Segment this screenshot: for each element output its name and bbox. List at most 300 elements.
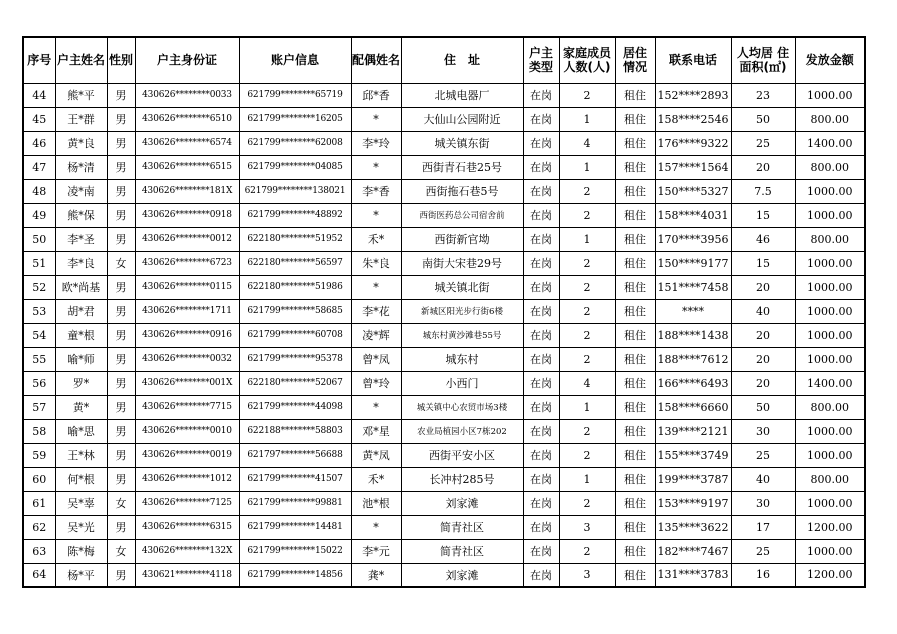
cell-account: 621799********16205: [239, 107, 351, 131]
table-row: [23, 323, 865, 347]
cell-account: 621799********138021: [239, 179, 351, 203]
cell-area: 30: [731, 419, 795, 443]
cell-spouse: 李*花: [351, 299, 401, 323]
cell-residence: 租住: [615, 539, 655, 563]
cell-amount: 800.00: [795, 107, 865, 131]
cell-account: 621799********44098: [239, 395, 351, 419]
cell-members: 3: [559, 515, 615, 539]
cell-phone: 158****6660: [655, 395, 731, 419]
cell-area: 15: [731, 203, 795, 227]
cell-idcard: 430626********0032: [135, 347, 239, 371]
cell-address: 南街大宋巷29号: [401, 251, 523, 275]
cell-area: 15: [731, 251, 795, 275]
cell-name: 李*良: [55, 251, 107, 275]
header-members: 家庭成员人数(人): [559, 37, 615, 83]
cell-idcard: 430626********0019: [135, 443, 239, 467]
cell-name: 王*群: [55, 107, 107, 131]
cell-phone: 150****5327: [655, 179, 731, 203]
cell-amount: 1200.00: [795, 515, 865, 539]
cell-address: 北城电器厂: [401, 83, 523, 107]
cell-phone: 135****3622: [655, 515, 731, 539]
cell-type: 在岗: [523, 371, 559, 395]
cell-residence: 租住: [615, 203, 655, 227]
cell-spouse: 凌*辉: [351, 323, 401, 347]
cell-area: 30: [731, 491, 795, 515]
cell-address: 西街医药总公司宿舍前: [401, 203, 523, 227]
cell-type: 在岗: [523, 491, 559, 515]
cell-name: 杨*平: [55, 563, 107, 587]
cell-address: 城东村黄沙滩巷55号: [401, 323, 523, 347]
cell-seq: 64: [23, 563, 55, 587]
cell-residence: 租住: [615, 275, 655, 299]
cell-gender: 男: [107, 299, 135, 323]
cell-residence: 租住: [615, 155, 655, 179]
table-row: [23, 179, 865, 203]
cell-seq: 55: [23, 347, 55, 371]
cell-gender: 男: [107, 323, 135, 347]
cell-gender: 女: [107, 491, 135, 515]
cell-residence: 租住: [615, 227, 655, 251]
cell-address: 新城区阳光步行街6楼: [401, 299, 523, 323]
table-row: [23, 371, 865, 395]
cell-seq: 58: [23, 419, 55, 443]
table-row: [23, 395, 865, 419]
cell-amount: 1000.00: [795, 539, 865, 563]
cell-residence: 租住: [615, 515, 655, 539]
cell-type: 在岗: [523, 299, 559, 323]
cell-account: 622188********58803: [239, 419, 351, 443]
cell-phone: 182****7467: [655, 539, 731, 563]
cell-name: 童*根: [55, 323, 107, 347]
cell-type: 在岗: [523, 515, 559, 539]
header-name: 户主姓名: [55, 37, 107, 83]
cell-amount: 1000.00: [795, 347, 865, 371]
table-row: [23, 251, 865, 275]
cell-area: 40: [731, 467, 795, 491]
cell-type: 在岗: [523, 443, 559, 467]
table-row: [23, 443, 865, 467]
cell-amount: 800.00: [795, 467, 865, 491]
cell-seq: 60: [23, 467, 55, 491]
table-row: [23, 491, 865, 515]
header-gender: 性别: [107, 37, 135, 83]
cell-account: 621799********15022: [239, 539, 351, 563]
cell-amount: 1000.00: [795, 443, 865, 467]
cell-spouse: *: [351, 515, 401, 539]
cell-account: 621799********95378: [239, 347, 351, 371]
cell-seq: 51: [23, 251, 55, 275]
cell-seq: 50: [23, 227, 55, 251]
cell-gender: 男: [107, 563, 135, 587]
cell-phone: 155****3749: [655, 443, 731, 467]
cell-area: 25: [731, 443, 795, 467]
cell-idcard: 430626********0010: [135, 419, 239, 443]
table-row: [23, 83, 865, 107]
cell-address: 刘家滩: [401, 491, 523, 515]
cell-members: 2: [559, 347, 615, 371]
cell-gender: 男: [107, 83, 135, 107]
cell-type: 在岗: [523, 107, 559, 131]
cell-idcard: 430626********6510: [135, 107, 239, 131]
cell-seq: 48: [23, 179, 55, 203]
cell-gender: 男: [107, 371, 135, 395]
cell-type: 在岗: [523, 179, 559, 203]
cell-name: 罗*: [55, 371, 107, 395]
header-row: [23, 37, 865, 83]
table-row: [23, 107, 865, 131]
cell-amount: 800.00: [795, 227, 865, 251]
cell-amount: 1000.00: [795, 419, 865, 443]
cell-members: 1: [559, 395, 615, 419]
cell-name: 喻*师: [55, 347, 107, 371]
cell-type: 在岗: [523, 347, 559, 371]
cell-residence: 租住: [615, 347, 655, 371]
table-row: [23, 539, 865, 563]
cell-gender: 男: [107, 155, 135, 179]
cell-address: 城关镇中心农贸市场3楼: [401, 395, 523, 419]
cell-account: 621799********04085: [239, 155, 351, 179]
header-phone: 联系电话: [655, 37, 731, 83]
cell-address: 简青社区: [401, 539, 523, 563]
cell-address: 长冲村285号: [401, 467, 523, 491]
cell-members: 1: [559, 107, 615, 131]
cell-area: 40: [731, 299, 795, 323]
cell-residence: 租住: [615, 107, 655, 131]
cell-gender: 男: [107, 107, 135, 131]
table-row: [23, 467, 865, 491]
cell-type: 在岗: [523, 131, 559, 155]
table-body: [23, 83, 865, 587]
cell-spouse: *: [351, 395, 401, 419]
cell-account: 621799********58685: [239, 299, 351, 323]
cell-area: 23: [731, 83, 795, 107]
cell-area: 17: [731, 515, 795, 539]
cell-phone: 139****2121: [655, 419, 731, 443]
cell-area: 50: [731, 107, 795, 131]
cell-members: 2: [559, 323, 615, 347]
cell-type: 在岗: [523, 203, 559, 227]
subsidy-sheet: [22, 36, 866, 588]
cell-members: 1: [559, 467, 615, 491]
cell-idcard: 430626********0115: [135, 275, 239, 299]
cell-gender: 男: [107, 515, 135, 539]
cell-members: 2: [559, 443, 615, 467]
cell-amount: 1000.00: [795, 323, 865, 347]
cell-residence: 租住: [615, 467, 655, 491]
header-area: 人均居 住面积(㎡): [731, 37, 795, 83]
cell-seq: 53: [23, 299, 55, 323]
cell-account: 622180********56597: [239, 251, 351, 275]
cell-members: 2: [559, 275, 615, 299]
cell-seq: 52: [23, 275, 55, 299]
cell-amount: 1200.00: [795, 563, 865, 587]
cell-type: 在岗: [523, 323, 559, 347]
cell-seq: 56: [23, 371, 55, 395]
cell-spouse: 黄*凤: [351, 443, 401, 467]
cell-name: 李*圣: [55, 227, 107, 251]
cell-gender: 男: [107, 227, 135, 251]
cell-address: 简青社区: [401, 515, 523, 539]
cell-spouse: 李*香: [351, 179, 401, 203]
cell-amount: 1000.00: [795, 179, 865, 203]
cell-phone: 176****9322: [655, 131, 731, 155]
cell-name: 王*林: [55, 443, 107, 467]
cell-spouse: 朱*良: [351, 251, 401, 275]
cell-spouse: 邓*星: [351, 419, 401, 443]
cell-spouse: *: [351, 107, 401, 131]
cell-type: 在岗: [523, 467, 559, 491]
cell-residence: 租住: [615, 443, 655, 467]
cell-area: 50: [731, 395, 795, 419]
cell-idcard: 430626********6515: [135, 155, 239, 179]
cell-idcard: 430626********0012: [135, 227, 239, 251]
cell-name: 黄*良: [55, 131, 107, 155]
cell-spouse: 李*玲: [351, 131, 401, 155]
cell-name: 欧*尚基: [55, 275, 107, 299]
cell-seq: 46: [23, 131, 55, 155]
header-address: 住 址: [401, 37, 523, 83]
cell-residence: 租住: [615, 419, 655, 443]
cell-phone: ****: [655, 299, 731, 323]
cell-idcard: 430626********6574: [135, 131, 239, 155]
cell-gender: 男: [107, 467, 135, 491]
table-row: [23, 131, 865, 155]
cell-account: 621797********56688: [239, 443, 351, 467]
cell-gender: 男: [107, 419, 135, 443]
cell-seq: 59: [23, 443, 55, 467]
cell-type: 在岗: [523, 251, 559, 275]
cell-gender: 男: [107, 275, 135, 299]
cell-account: 621799********41507: [239, 467, 351, 491]
cell-residence: 租住: [615, 131, 655, 155]
cell-spouse: *: [351, 155, 401, 179]
cell-account: 621799********99881: [239, 491, 351, 515]
cell-name: 杨*清: [55, 155, 107, 179]
cell-type: 在岗: [523, 227, 559, 251]
cell-name: 吴*光: [55, 515, 107, 539]
cell-idcard: 430626********1012: [135, 467, 239, 491]
cell-area: 20: [731, 275, 795, 299]
header-account: 账户信息: [239, 37, 351, 83]
cell-seq: 54: [23, 323, 55, 347]
cell-residence: 租住: [615, 491, 655, 515]
cell-gender: 男: [107, 203, 135, 227]
table-row: [23, 155, 865, 179]
cell-idcard: 430626********1711: [135, 299, 239, 323]
cell-account: 621799********14481: [239, 515, 351, 539]
table-row: [23, 563, 865, 587]
cell-area: 46: [731, 227, 795, 251]
cell-name: 熊*保: [55, 203, 107, 227]
cell-residence: 租住: [615, 179, 655, 203]
cell-address: 西街青石巷25号: [401, 155, 523, 179]
cell-spouse: *: [351, 203, 401, 227]
cell-address: 刘家滩: [401, 563, 523, 587]
cell-address: 西街拖石巷5号: [401, 179, 523, 203]
cell-type: 在岗: [523, 539, 559, 563]
cell-spouse: 池*根: [351, 491, 401, 515]
cell-phone: 166****6493: [655, 371, 731, 395]
cell-account: 621799********65719: [239, 83, 351, 107]
cell-amount: 1000.00: [795, 83, 865, 107]
cell-idcard: 430626********6723: [135, 251, 239, 275]
cell-spouse: 曾*凤: [351, 347, 401, 371]
cell-account: 621799********14856: [239, 563, 351, 587]
header-residence: 居住情况: [615, 37, 655, 83]
cell-members: 2: [559, 299, 615, 323]
cell-area: 25: [731, 131, 795, 155]
cell-members: 1: [559, 227, 615, 251]
cell-members: 2: [559, 539, 615, 563]
cell-seq: 63: [23, 539, 55, 563]
cell-address: 小西门: [401, 371, 523, 395]
cell-phone: 131****3783: [655, 563, 731, 587]
cell-idcard: 430626********0033: [135, 83, 239, 107]
cell-type: 在岗: [523, 83, 559, 107]
cell-account: 622180********51986: [239, 275, 351, 299]
cell-area: 20: [731, 323, 795, 347]
table-row: [23, 227, 865, 251]
table-row: [23, 299, 865, 323]
cell-seq: 45: [23, 107, 55, 131]
cell-residence: 租住: [615, 371, 655, 395]
cell-address: 大仙山公园附近: [401, 107, 523, 131]
cell-address: 农业局植园小区7栋202: [401, 419, 523, 443]
cell-phone: 152****2893: [655, 83, 731, 107]
cell-type: 在岗: [523, 275, 559, 299]
cell-gender: 女: [107, 539, 135, 563]
cell-gender: 男: [107, 443, 135, 467]
cell-account: 621799********48892: [239, 203, 351, 227]
cell-spouse: *: [351, 275, 401, 299]
cell-spouse: 禾*: [351, 467, 401, 491]
cell-idcard: 430626********132X: [135, 539, 239, 563]
header-idcard: 户主身份证: [135, 37, 239, 83]
cell-idcard: 430626********181X: [135, 179, 239, 203]
cell-address: 城关镇北街: [401, 275, 523, 299]
cell-account: 622180********52067: [239, 371, 351, 395]
cell-amount: 1000.00: [795, 275, 865, 299]
cell-amount: 1400.00: [795, 131, 865, 155]
cell-residence: 租住: [615, 251, 655, 275]
cell-type: 在岗: [523, 563, 559, 587]
cell-idcard: 430626********001X: [135, 371, 239, 395]
cell-phone: 158****4031: [655, 203, 731, 227]
table-row: [23, 515, 865, 539]
cell-phone: 199****3787: [655, 467, 731, 491]
cell-account: 621799********62008: [239, 131, 351, 155]
cell-account: 622180********51952: [239, 227, 351, 251]
cell-members: 2: [559, 491, 615, 515]
cell-amount: 1000.00: [795, 491, 865, 515]
header-type: 户主类型: [523, 37, 559, 83]
cell-address: 西街新官坳: [401, 227, 523, 251]
cell-spouse: 李*元: [351, 539, 401, 563]
cell-name: 凌*南: [55, 179, 107, 203]
cell-seq: 62: [23, 515, 55, 539]
cell-type: 在岗: [523, 155, 559, 179]
cell-residence: 租住: [615, 83, 655, 107]
cell-name: 何*根: [55, 467, 107, 491]
table-row: [23, 419, 865, 443]
cell-spouse: 邱*香: [351, 83, 401, 107]
cell-amount: 800.00: [795, 395, 865, 419]
subsidy-table: [22, 36, 866, 588]
cell-idcard: 430621********4118: [135, 563, 239, 587]
cell-name: 喻*思: [55, 419, 107, 443]
cell-amount: 1000.00: [795, 299, 865, 323]
cell-members: 2: [559, 83, 615, 107]
cell-seq: 57: [23, 395, 55, 419]
cell-gender: 男: [107, 347, 135, 371]
cell-area: 20: [731, 347, 795, 371]
cell-phone: 157****1564: [655, 155, 731, 179]
cell-amount: 1000.00: [795, 203, 865, 227]
cell-amount: 1400.00: [795, 371, 865, 395]
header-amount: 发放金额: [795, 37, 865, 83]
cell-type: 在岗: [523, 419, 559, 443]
cell-seq: 47: [23, 155, 55, 179]
cell-idcard: 430626********7125: [135, 491, 239, 515]
cell-address: 西街平安小区: [401, 443, 523, 467]
cell-members: 2: [559, 179, 615, 203]
cell-address: 城东村: [401, 347, 523, 371]
cell-area: 7.5: [731, 179, 795, 203]
cell-phone: 188****1438: [655, 323, 731, 347]
cell-phone: 150****9177: [655, 251, 731, 275]
cell-phone: 188****7612: [655, 347, 731, 371]
cell-members: 2: [559, 419, 615, 443]
cell-name: 胡*君: [55, 299, 107, 323]
cell-area: 20: [731, 155, 795, 179]
cell-name: 陈*梅: [55, 539, 107, 563]
cell-gender: 女: [107, 251, 135, 275]
cell-name: 熊*平: [55, 83, 107, 107]
table-row: [23, 347, 865, 371]
cell-spouse: 曾*玲: [351, 371, 401, 395]
cell-name: 吴*辜: [55, 491, 107, 515]
table-row: [23, 275, 865, 299]
cell-residence: 租住: [615, 563, 655, 587]
cell-phone: 153****9197: [655, 491, 731, 515]
cell-amount: 800.00: [795, 155, 865, 179]
cell-idcard: 430626********7715: [135, 395, 239, 419]
cell-seq: 49: [23, 203, 55, 227]
cell-idcard: 430626********0916: [135, 323, 239, 347]
cell-members: 2: [559, 203, 615, 227]
cell-residence: 租住: [615, 395, 655, 419]
cell-phone: 151****7458: [655, 275, 731, 299]
cell-members: 1: [559, 155, 615, 179]
cell-type: 在岗: [523, 395, 559, 419]
cell-address: 城关镇东街: [401, 131, 523, 155]
cell-gender: 男: [107, 395, 135, 419]
cell-amount: 1000.00: [795, 251, 865, 275]
cell-phone: 158****2546: [655, 107, 731, 131]
cell-phone: 170****3956: [655, 227, 731, 251]
cell-members: 2: [559, 251, 615, 275]
cell-idcard: 430626********6315: [135, 515, 239, 539]
cell-residence: 租住: [615, 299, 655, 323]
cell-account: 621799********60708: [239, 323, 351, 347]
cell-area: 20: [731, 371, 795, 395]
cell-members: 4: [559, 131, 615, 155]
cell-name: 黄*: [55, 395, 107, 419]
cell-gender: 男: [107, 179, 135, 203]
cell-seq: 61: [23, 491, 55, 515]
cell-members: 4: [559, 371, 615, 395]
cell-seq: 44: [23, 83, 55, 107]
